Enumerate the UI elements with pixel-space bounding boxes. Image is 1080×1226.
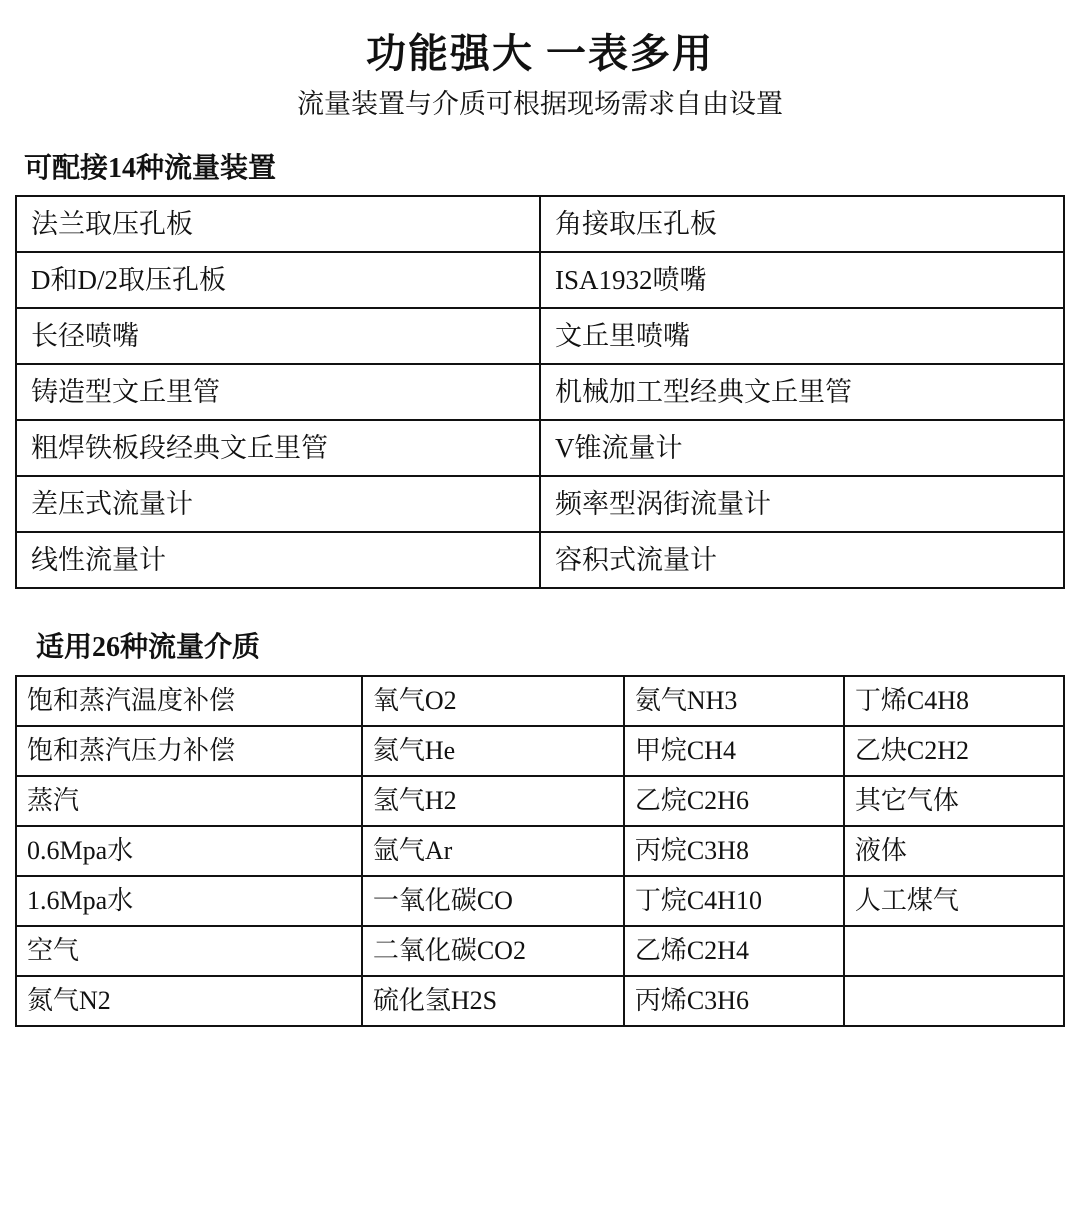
table-cell: 饱和蒸汽温度补偿 (16, 676, 362, 726)
flow-devices-table-body (16, 196, 1064, 588)
table-cell: 机械加工型经典文丘里管 (540, 364, 1064, 420)
table-cell: 长径喷嘴 (16, 308, 540, 364)
table-cell: 氢气H2 (362, 776, 624, 826)
table-row (16, 776, 1064, 826)
table-cell: 其它气体 (844, 776, 1064, 826)
table-row (16, 532, 1064, 588)
table-cell: 氦气He (362, 726, 624, 776)
table-cell: 饱和蒸汽压力补偿 (16, 726, 362, 776)
table-cell: 二氧化碳CO2 (362, 926, 624, 976)
table-cell: D和D/2取压孔板 (16, 252, 540, 308)
table-cell: 乙烯C2H4 (624, 926, 844, 976)
table-row (16, 196, 1064, 252)
table-cell-empty (844, 926, 1064, 976)
table-cell: 丁烷C4H10 (624, 876, 844, 926)
table-cell: 丁烯C4H8 (844, 676, 1064, 726)
table-cell: 差压式流量计 (16, 476, 540, 532)
table-cell: 粗焊铁板段经典文丘里管 (16, 420, 540, 476)
table-cell: 乙炔C2H2 (844, 726, 1064, 776)
table-cell: ISA1932喷嘴 (540, 252, 1064, 308)
table-cell-empty (844, 976, 1064, 1026)
table-cell: 空气 (16, 926, 362, 976)
page-title: 功能强大 一表多用 (366, 31, 714, 76)
table-cell: 乙烷C2H6 (624, 776, 844, 826)
table-cell: 硫化氢H2S (362, 976, 624, 1026)
devices-section-heading: 可配接14种流量装置 (24, 152, 277, 184)
table-row (16, 876, 1064, 926)
document-page (0, 30, 1080, 1226)
table-cell: 人工煤气 (844, 876, 1064, 926)
table-cell: 一氧化碳CO (362, 876, 624, 926)
table-cell: 甲烷CH4 (624, 726, 844, 776)
table-row (16, 364, 1064, 420)
table-cell: 氨气NH3 (624, 676, 844, 726)
table-cell: 法兰取压孔板 (16, 196, 540, 252)
table-cell: 频率型涡街流量计 (540, 476, 1064, 532)
table-row (16, 308, 1064, 364)
table-cell: 1.6Mpa水 (16, 876, 362, 926)
table-row (16, 826, 1064, 876)
table-cell: 蒸汽 (16, 776, 362, 826)
table-row (16, 252, 1064, 308)
table-cell: 0.6Mpa水 (16, 826, 362, 876)
table-row (16, 976, 1064, 1026)
table-row (16, 676, 1064, 726)
table-row (16, 926, 1064, 976)
media-section-heading: 适用26种流量介质 (36, 632, 261, 664)
table-cell: 丙烷C3H8 (624, 826, 844, 876)
table-cell: 角接取压孔板 (540, 196, 1064, 252)
table-cell: 线性流量计 (16, 532, 540, 588)
flow-media-table-body (16, 676, 1064, 1026)
table-cell: 氧气O2 (362, 676, 624, 726)
table-cell: 丙烯C3H6 (624, 976, 844, 1026)
table-cell: 氮气N2 (16, 976, 362, 1026)
flow-media-table (15, 675, 1065, 1027)
table-cell: 铸造型文丘里管 (16, 364, 540, 420)
flow-devices-table (15, 195, 1065, 589)
table-cell: 容积式流量计 (540, 532, 1064, 588)
page-subtitle: 流量装置与介质可根据现场需求自由设置 (297, 89, 783, 119)
table-cell: 液体 (844, 826, 1064, 876)
table-row (16, 420, 1064, 476)
table-row (16, 726, 1064, 776)
table-cell: 文丘里喷嘴 (540, 308, 1064, 364)
table-cell: V锥流量计 (540, 420, 1064, 476)
table-row (16, 476, 1064, 532)
table-cell: 氩气Ar (362, 826, 624, 876)
